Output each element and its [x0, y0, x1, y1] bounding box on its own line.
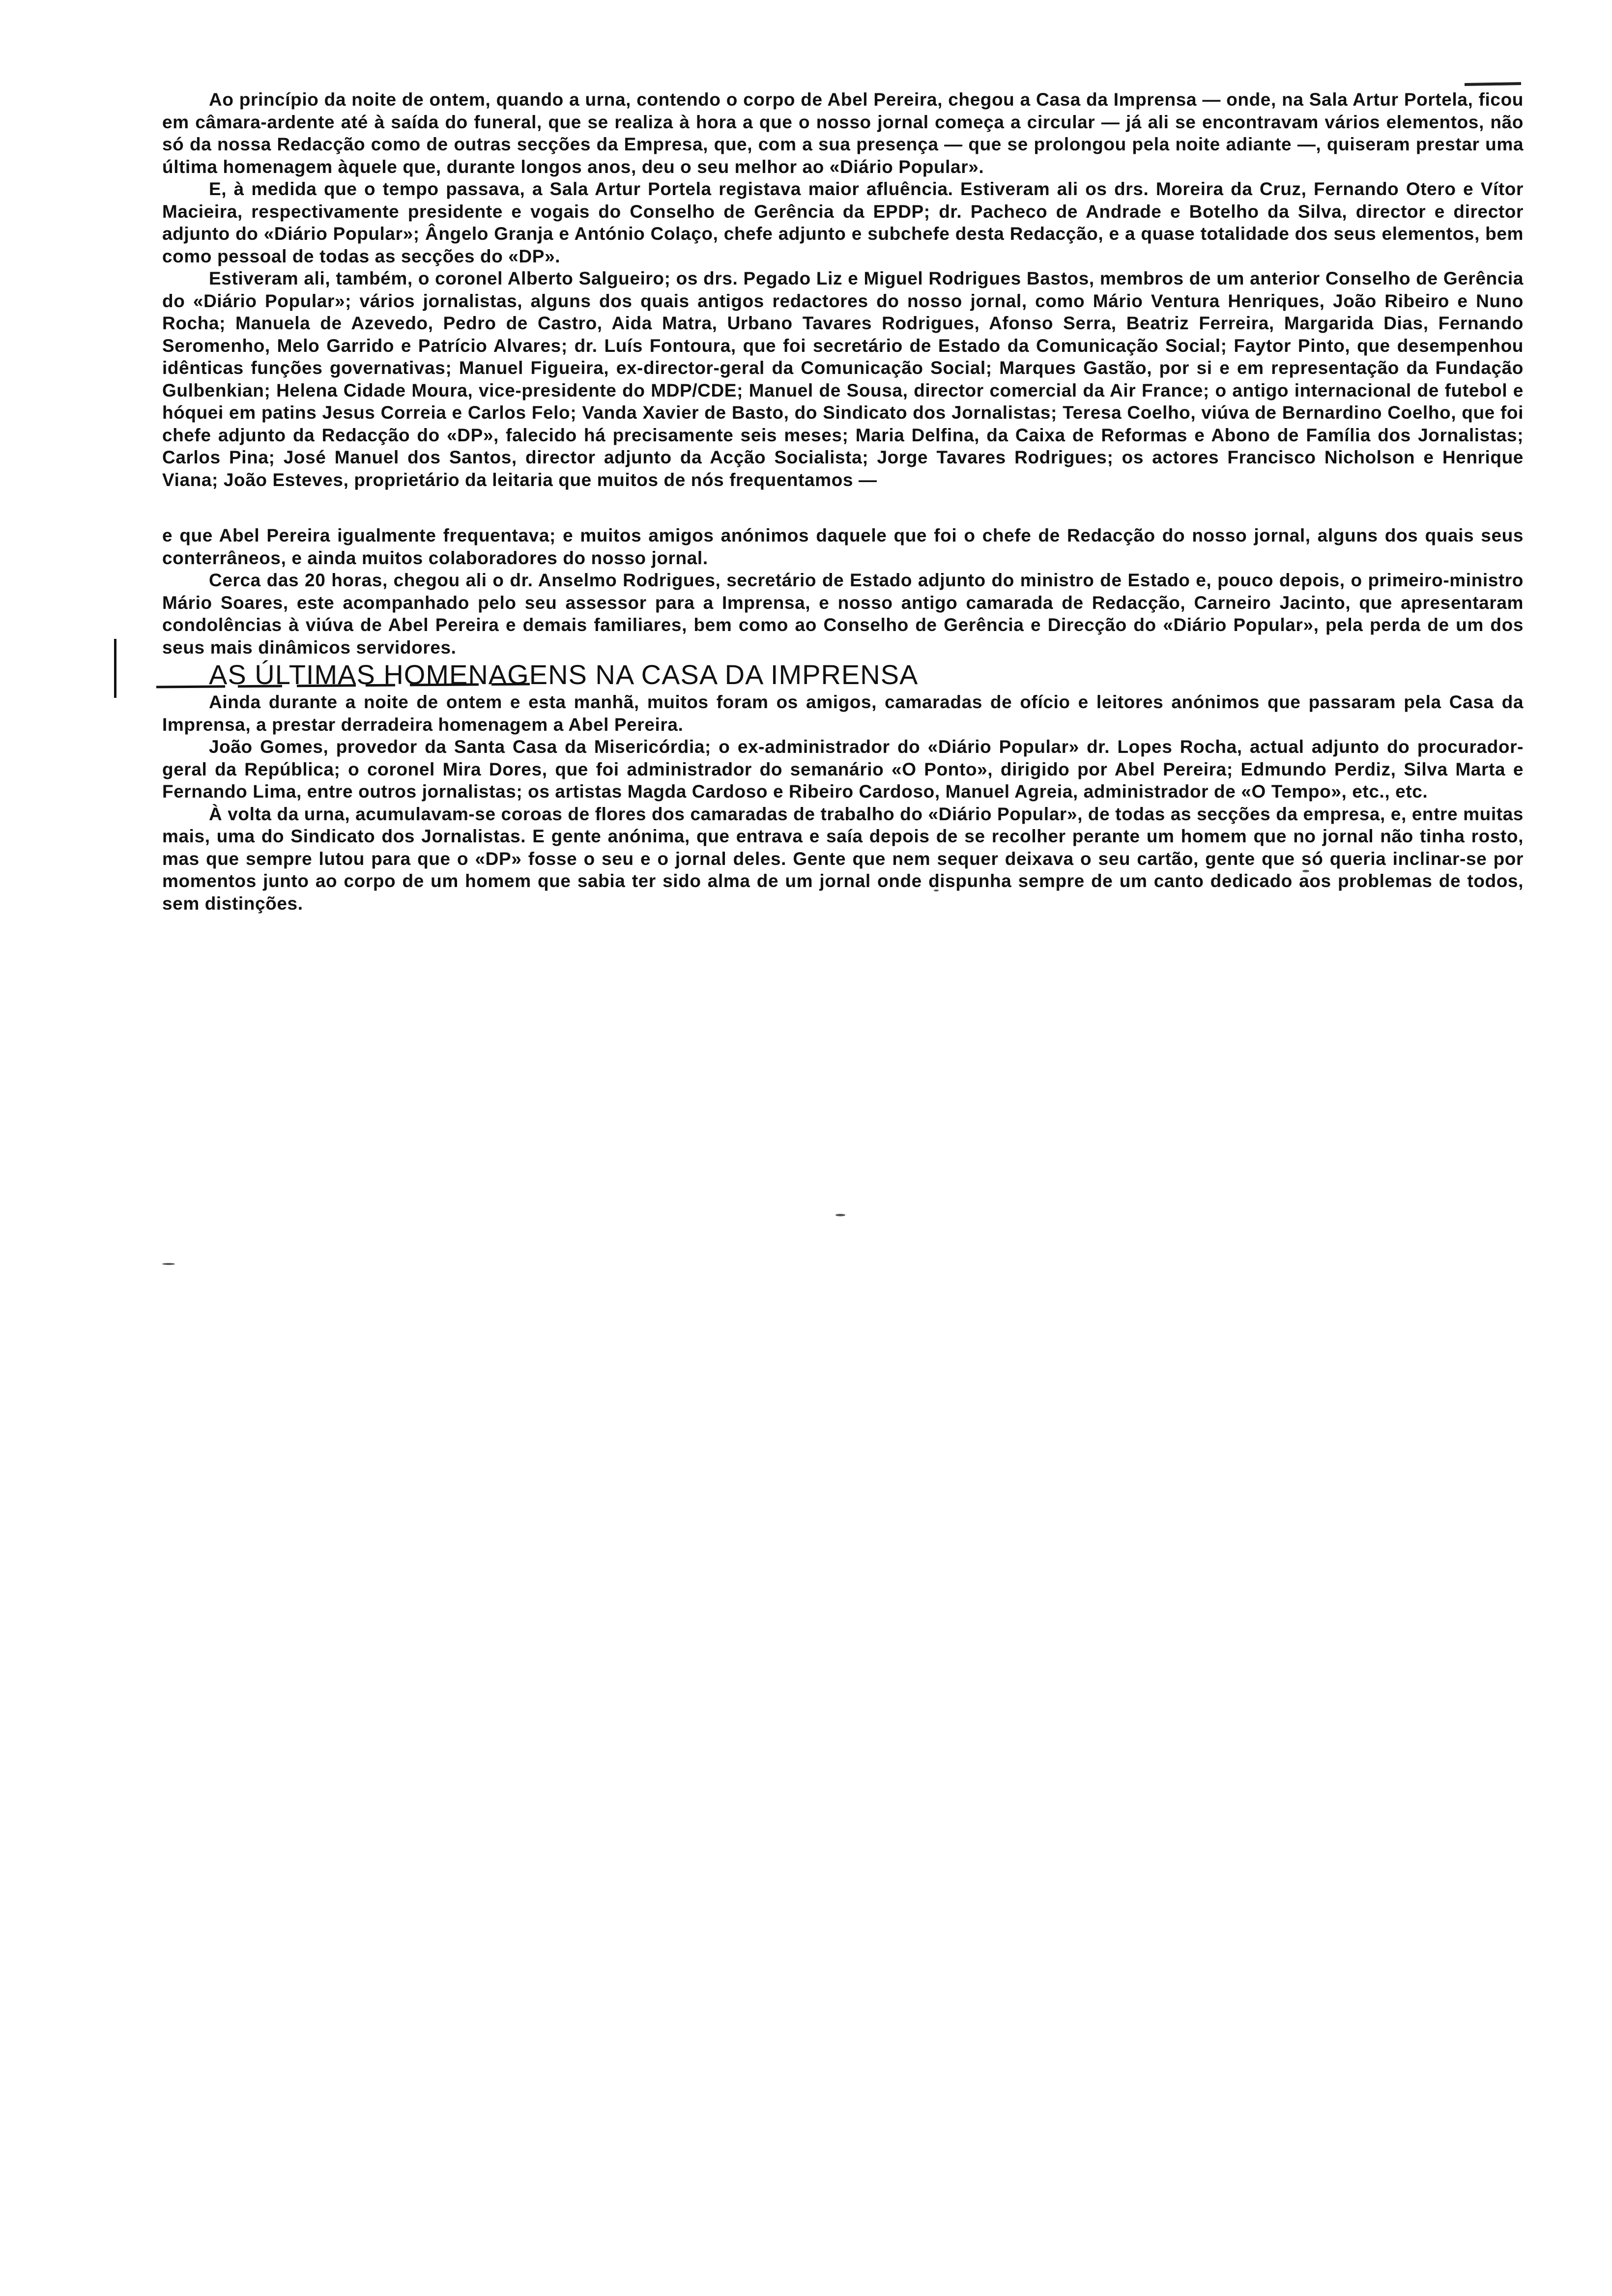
- article-paragraph: João Gomes, provedor da Santa Casa da Misericórdia; o ex-administrador do «Diário Popular» dr. Lopes Rocha, actual adjunto do procurador-geral da República; o coronel Mira Dores, que foi administrador do semanário «O Ponto», dirigido por Abel Pereira; Edmundo Perdiz, Silva Marta e Fernando Lima, entre outros jornalistas; os artistas Magda Cardoso e Ribeiro Cardoso, Manuel Agreia, administrador de «O Tempo», etc., etc.: [162, 737, 1524, 802]
- article-paragraph: E, à medida que o tempo passava, a Sala Artur Portela registava maior afluência. Estiveram ali os drs. Moreira da Cruz, Fernando Otero e Vítor Macieira, respectivamente presidente e vogais do Conselho de Gerência da EPDP; dr. Pacheco de Andrade e Botelho da Silva, director e director adjunto do «Diário Popular»; Ângelo Granja e António Colaço, chefe adjunto e subchefe desta Redacção, e a quase totalidade dos seus elementos, bem como pessoal de todas as secções do «DP».: [162, 179, 1524, 266]
- corner-scan-mark: [1465, 82, 1521, 86]
- article-paragraph: Estiveram ali, também, o coronel Alberto Salgueiro; os drs. Pegado Liz e Miguel Rodrigues Bastos, membros de um anterior Conselho de Gerência do «Diário Popular»; vários jornalistas, alguns dos quais antigos redactores do nosso jornal, como Mário Ventura Henriques, João Ribeiro e Nuno Rocha; Manuela de Azevedo, Pedro de Castro, Aida Matra, Urbano Tavares Rodrigues, Afonso Serra, Beatriz Ferreira, Margarida Dias, Fernando Seromenho, Melo Garrido e Patrício Alvares; dr. Luís Fontoura, que foi secretário de Estado da Comunicação Social; Faytor Pinto, que desempenhou idênticas funções governativas; Manuel Figueira, ex-director-geral da Comunicação Social; Marques Gastão, por si e em representação da Fundação Gulbenkian; Helena Cidade Moura, vice-presidente do MDP/CDE; Manuel de Sousa, director comercial da Air France; o antigo internacional de futebol e hóquei em patins Jesus Correia e Carlos Felo; Vanda Xavier de Basto, do Sindicato dos Jornalistas; Teresa Coelho, viúva de Bernardino Coelho, que foi chefe adjunto da Redacção do «DP», falecido há precisamente seis meses; Maria Delfina, da Caixa de Reformas e Abono de Família dos Jornalistas; Carlos Pina; José Manuel dos Santos, director adjunto da Acção Socialista; Jorge Tavares Rodrigues; os actores Francisco Nicholson e Henrique Viana; João Esteves, proprietário da leitaria que muitos de nós frequentamos —: [162, 268, 1524, 490]
- section-heading: AS ÚLTIMAS HOMENAGENS NA CASA DA IMPRENSA: [209, 659, 919, 690]
- article-paragraph: Ao princípio da noite de ontem, quando a urna, contendo o corpo de Abel Pereira, chegou a Casa da Imprensa — onde, na Sala Artur Portela, ficou em câmara-ardente até à saída do funeral, que se realiza à hora a que o nosso jornal começa a circular — já ali se encontravam vários elementos, não só da nossa Redacção como de outras secções da Empresa, que, com a sua presença — que se prolongou pela noite adiante —, quiseram prestar uma última homenagem àquele que, durante longos anos, deu o seu melhor ao «Diário Popular».: [162, 89, 1524, 177]
- column-break-gap: [162, 491, 1524, 524]
- scan-speck: [835, 1214, 845, 1216]
- article-paragraph: Cerca das 20 horas, chegou ali o dr. Anselmo Rodrigues, secretário de Estado adjunto do ministro de Estado e, pouco depois, o primeiro-ministro Mário Soares, este acompanhado pelo seu assessor para a Imprensa, e nosso antigo camarada de Redacção, Carneiro Jacinto, que apresentaram condolências à viúva de Abel Pereira e demais familiares, bem como ao Conselho de Gerência e Direcção do «Diário Popular», pela perda de um dos seus mais dinâmicos servidores.: [162, 570, 1524, 658]
- article-paragraph: e que Abel Pereira igualmente frequentava; e muitos amigos anónimos daquele que foi o chefe de Redacção do nosso jornal, alguns dos quais seus conterrâneos, e ainda muitos colaboradores do nosso jornal.: [162, 525, 1524, 568]
- article-body: [162, 88, 1524, 915]
- article-paragraph: Ainda durante a noite de ontem e esta manhã, muitos foram os amigos, camaradas de ofício e leitores anónimos que passaram pela Casa da Imprensa, a prestar derradeira homenagem a Abel Pereira.: [162, 692, 1524, 735]
- scan-speck: [162, 1263, 175, 1265]
- article-paragraph: À volta da urna, acumulavam-se coroas de flores dos camaradas de trabalho do «Diário Popular», de todas as secções da empresa, e, entre muitas mais, uma do Sindicato dos Jornalistas. E gente anónima, que entrava e saía depois de se recolher perante um homem que no jornal não tinha rosto, mas que sempre lutou para que o «DP» fosse o seu e o jornal deles. Gente que nem sequer deixava o seu cartão, gente que só queria inclinar-se por momentos junto ao corpo de um homem que sabia ter sido alma de um jornal onde dispunha sempre de um canto dedicado aos problemas de todos, sem distinções.: [162, 804, 1524, 914]
- margin-bar: [114, 639, 116, 698]
